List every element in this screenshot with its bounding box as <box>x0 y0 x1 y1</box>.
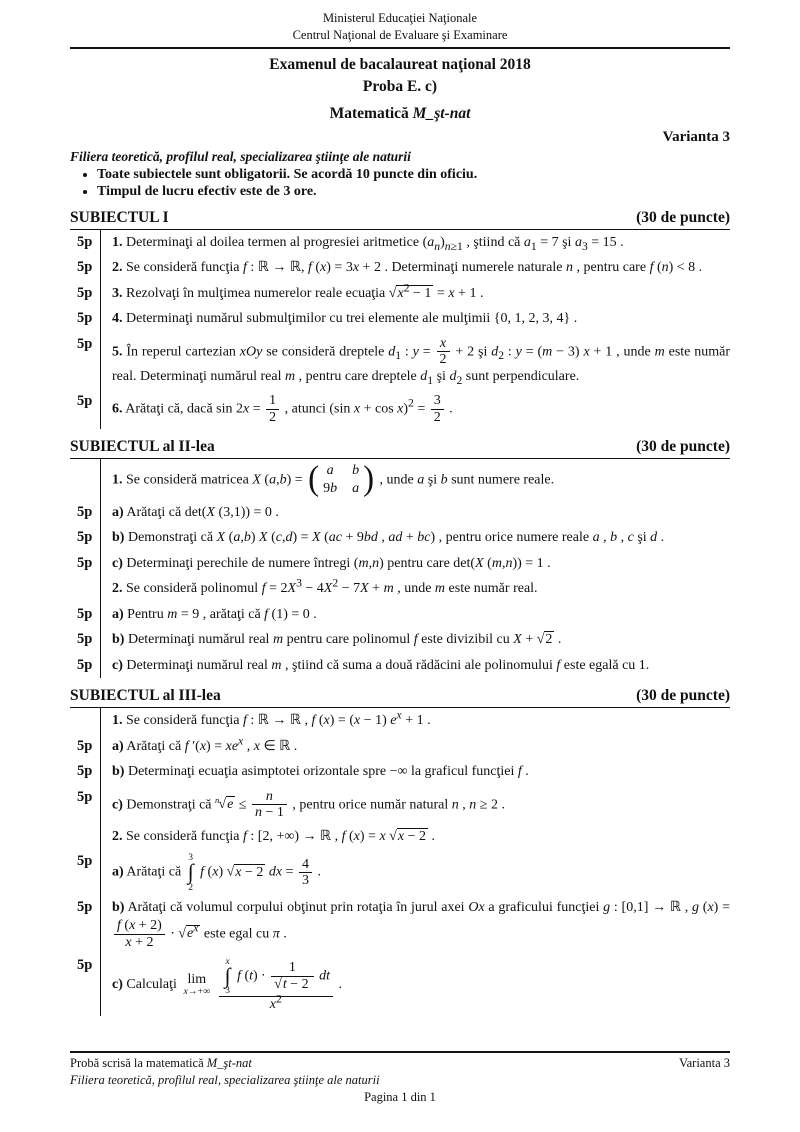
points-badge: 5p <box>70 332 101 390</box>
points-badge: 5p <box>70 895 101 953</box>
points-badge: 5p <box>70 953 101 1016</box>
points-badge <box>70 576 101 601</box>
exam-title: Examenul de bacalaureat naţional 2018 <box>269 55 531 73</box>
points-badge: 5p <box>70 525 101 550</box>
footer-page-number: Pagina 1 din 1 <box>364 1090 436 1105</box>
problem-I-1 <box>70 230 730 255</box>
points-badge: 5p <box>70 551 101 576</box>
points-badge: 5p <box>70 849 101 895</box>
problem-I-2 <box>70 255 730 280</box>
section-subiectul-2 <box>70 438 730 678</box>
points-badge: 5p <box>70 230 101 255</box>
instruction-bullet-1: • Toate subiectele sunt obligatorii. Se acordă 10 puncte din oficiu. <box>97 167 730 183</box>
ministry-header <box>70 10 730 44</box>
problem-II-1a <box>70 500 730 525</box>
points-badge <box>70 708 101 733</box>
points-badge: 5p <box>70 306 101 331</box>
problem-III-2c <box>70 953 730 1016</box>
problem-statement: 4. Determinaţi numărul submulţimilor cu trei elemente ale mulţimii {0, 1, 2, 3, 4} . <box>112 311 578 327</box>
problem-statement: 6. Arătaţi că, dacă sin 2x = $\frac{1}{2}$ , atunci (sin x + cos x)$^2$ = $\frac{3}{2}$ . <box>112 393 453 426</box>
footer-variant: Varianta 3 <box>678 1056 730 1071</box>
section-1-points: (30 de puncte) <box>636 208 730 226</box>
instructions-list <box>97 167 730 200</box>
variant-label: Varianta 3 <box>662 128 730 145</box>
problem-statement: 2. Se consideră funcţia f : ℝ → ℝ, f (x) = 3x + 2 . Determinaţi numerele naturale n , pentru care f (n) < 8 . <box>112 260 703 276</box>
problem-I-4 <box>70 306 730 331</box>
problem-statement: b) Arătaţi că volumul corpului obţinut prin rotaţia în jurul axei Ox a graficului funcţiei g : [0,1] → ℝ , g (x) = $\frac{f (x + 2)}{x + 2}$ ⋅ $√e^x$ este egal cu π . <box>112 900 730 950</box>
section-3-body <box>70 708 730 1016</box>
problem-statement: 3. Rezolvaţi în mulţimea numerelor reale ecuaţia $√x^2 - 1 = x + 1$ . <box>112 281 484 301</box>
header-divider <box>70 47 730 49</box>
points-badge: 5p <box>70 602 101 627</box>
subject-name: Matematică M_şt-nat <box>329 104 471 122</box>
filiera-note: Filiera teoretică, profilul real, specializarea ştiinţe ale naturii <box>70 148 411 164</box>
points-badge: 5p <box>70 785 101 824</box>
footer-line-1 <box>70 1055 730 1072</box>
points-badge: 5p <box>70 653 101 678</box>
problem-statement: b) Demonstraţi că X (a,b) X (c,d) = X (ac + 9bd , ad + bc) , pentru orice numere reale a , b , c şi d . <box>112 530 665 546</box>
problem-statement: a) Arătaţi că det(X (3,1)) = 0 . <box>112 504 279 520</box>
problem-statement: 1. Se consideră funcţia f : ℝ → ℝ , f (x) = (x − 1) $e^x + 1$ . <box>112 708 431 729</box>
points-badge <box>70 824 101 849</box>
section-1-title: SUBIECTUL I <box>70 208 169 226</box>
problem-statement: 2. Se consideră funcţia f : [2, +∞) → ℝ , f (x) = x √x − 2 . <box>112 829 435 844</box>
problem-I-5 <box>70 332 730 390</box>
exam-titles <box>70 56 730 123</box>
ministry-line-2: Centrul Naţional de Evaluare şi Examinare <box>292 27 508 42</box>
problem-statement: a) Arătaţi că 3 ∫ 2 f (x) √x − 2 dx = $\frac{4}{3}$ . <box>112 852 322 892</box>
section-3-points: (30 de puncte) <box>636 687 730 705</box>
footer-exam-name: Probă scrisă la matematică M_şt-nat <box>70 1056 252 1071</box>
section-2-title: SUBIECTUL al II-lea <box>70 437 215 455</box>
points-badge: 5p <box>70 255 101 280</box>
problem-II-1c <box>70 551 730 576</box>
problem-II-2b <box>70 627 730 652</box>
problem-statement: 1. Se consideră matricea X (a,b) = ( a b 9b a ) , unde a şi b sunt numere reale. <box>112 459 555 498</box>
page-footer <box>70 1051 730 1106</box>
problem-statement: 1. Determinaţi al doilea termen al progresiei aritmetice $(a_n)_{n\ge 1}$ , ştiind că $a_1 = 7$ şi $a_3 = 15$ . <box>112 234 624 253</box>
problem-statement: c) Demonstraţi că $^n$√e ≤ $\frac{n}{n - 1}$ , pentru orice număr natural n , n ≥ 2 . <box>112 788 505 821</box>
problem-III-1a <box>70 734 730 759</box>
problem-statement: b) Determinaţi numărul real m pentru care polinomul f este divizibil cu X + √2 . <box>112 632 562 648</box>
instruction-bullet-2: • Timpul de lucru efectiv este de 3 ore. <box>97 184 730 200</box>
section-2-body <box>70 459 730 678</box>
section-subiectul-3 <box>70 687 730 1016</box>
points-badge: 5p <box>70 627 101 652</box>
problem-statement: c) Calculaţi lim x→+∞ x ∫ 3 f (t) ⋅ $\frac{1}{√t - 2}$ dt $x^2$ . <box>112 956 343 1013</box>
section-1-header <box>70 209 730 230</box>
problem-statement: a) Pentru m = 9 , arătaţi că f (1) = 0 . <box>112 606 317 622</box>
problem-II-1-intro <box>70 459 730 500</box>
problem-III-1b <box>70 759 730 784</box>
section-3-title: SUBIECTUL al III-lea <box>70 687 221 705</box>
problem-statement: c) Determinaţi perechile de numere întregi (m,n) pentru care det(X (m,n)) = 1 . <box>112 555 551 571</box>
problem-III-1c <box>70 785 730 824</box>
footer-filiera: Filiera teoretică, profilul real, specializarea ştiinţe ale naturii <box>70 1073 380 1088</box>
section-2-points: (30 de puncte) <box>636 437 730 455</box>
problem-I-6 <box>70 389 730 428</box>
problem-III-2a <box>70 849 730 895</box>
problem-III-2-intro <box>70 824 730 849</box>
problem-II-2a <box>70 602 730 627</box>
problem-II-2c <box>70 653 730 678</box>
footer-divider <box>70 1051 730 1053</box>
points-badge: 5p <box>70 759 101 784</box>
problem-III-2b <box>70 895 730 953</box>
points-badge: 5p <box>70 500 101 525</box>
problem-statement: 2. Se consideră polinomul $f = 2X^3 - 4X^2 - 7X + m$ , unde m este număr real. <box>112 576 538 597</box>
problem-statement: c) Determinaţi numărul real m , ştiind că suma a două rădăcini ale polinomului f este egală cu 1. <box>112 657 650 673</box>
section-subiectul-1 <box>70 209 730 429</box>
problem-statement: 5. În reperul cartezian xOy se consideră dreptele $d_1$ : y = $\frac{x}{2}$ + 2 şi $d_2$ : y = (m − 3) x + 1 , unde m este număr real. Determinaţi numărul real m , pentru care dreptele $d_1$ şi $d_2$ sunt perpendiculare. <box>112 335 731 387</box>
points-badge <box>70 459 101 500</box>
problem-II-2-intro <box>70 576 730 601</box>
points-badge: 5p <box>70 389 101 428</box>
problem-statement: a) Arătaţi că f $'(x) = xe^x$ , x ∈ ℝ . <box>112 734 298 754</box>
section-1-body <box>70 230 730 429</box>
section-3-header <box>70 687 730 708</box>
problem-I-3 <box>70 281 730 306</box>
proba-label: Proba E. c) <box>362 77 438 95</box>
ministry-line-1: Ministerul Educaţiei Naţionale <box>322 11 478 25</box>
points-badge: 5p <box>70 281 101 306</box>
problem-II-1b <box>70 525 730 550</box>
problem-III-1-intro <box>70 708 730 733</box>
section-2-header <box>70 438 730 459</box>
problem-statement: b) Determinaţi ecuaţia asimptotei orizontale spre −∞ la graficul funcţiei f . <box>112 764 529 780</box>
points-badge: 5p <box>70 734 101 759</box>
